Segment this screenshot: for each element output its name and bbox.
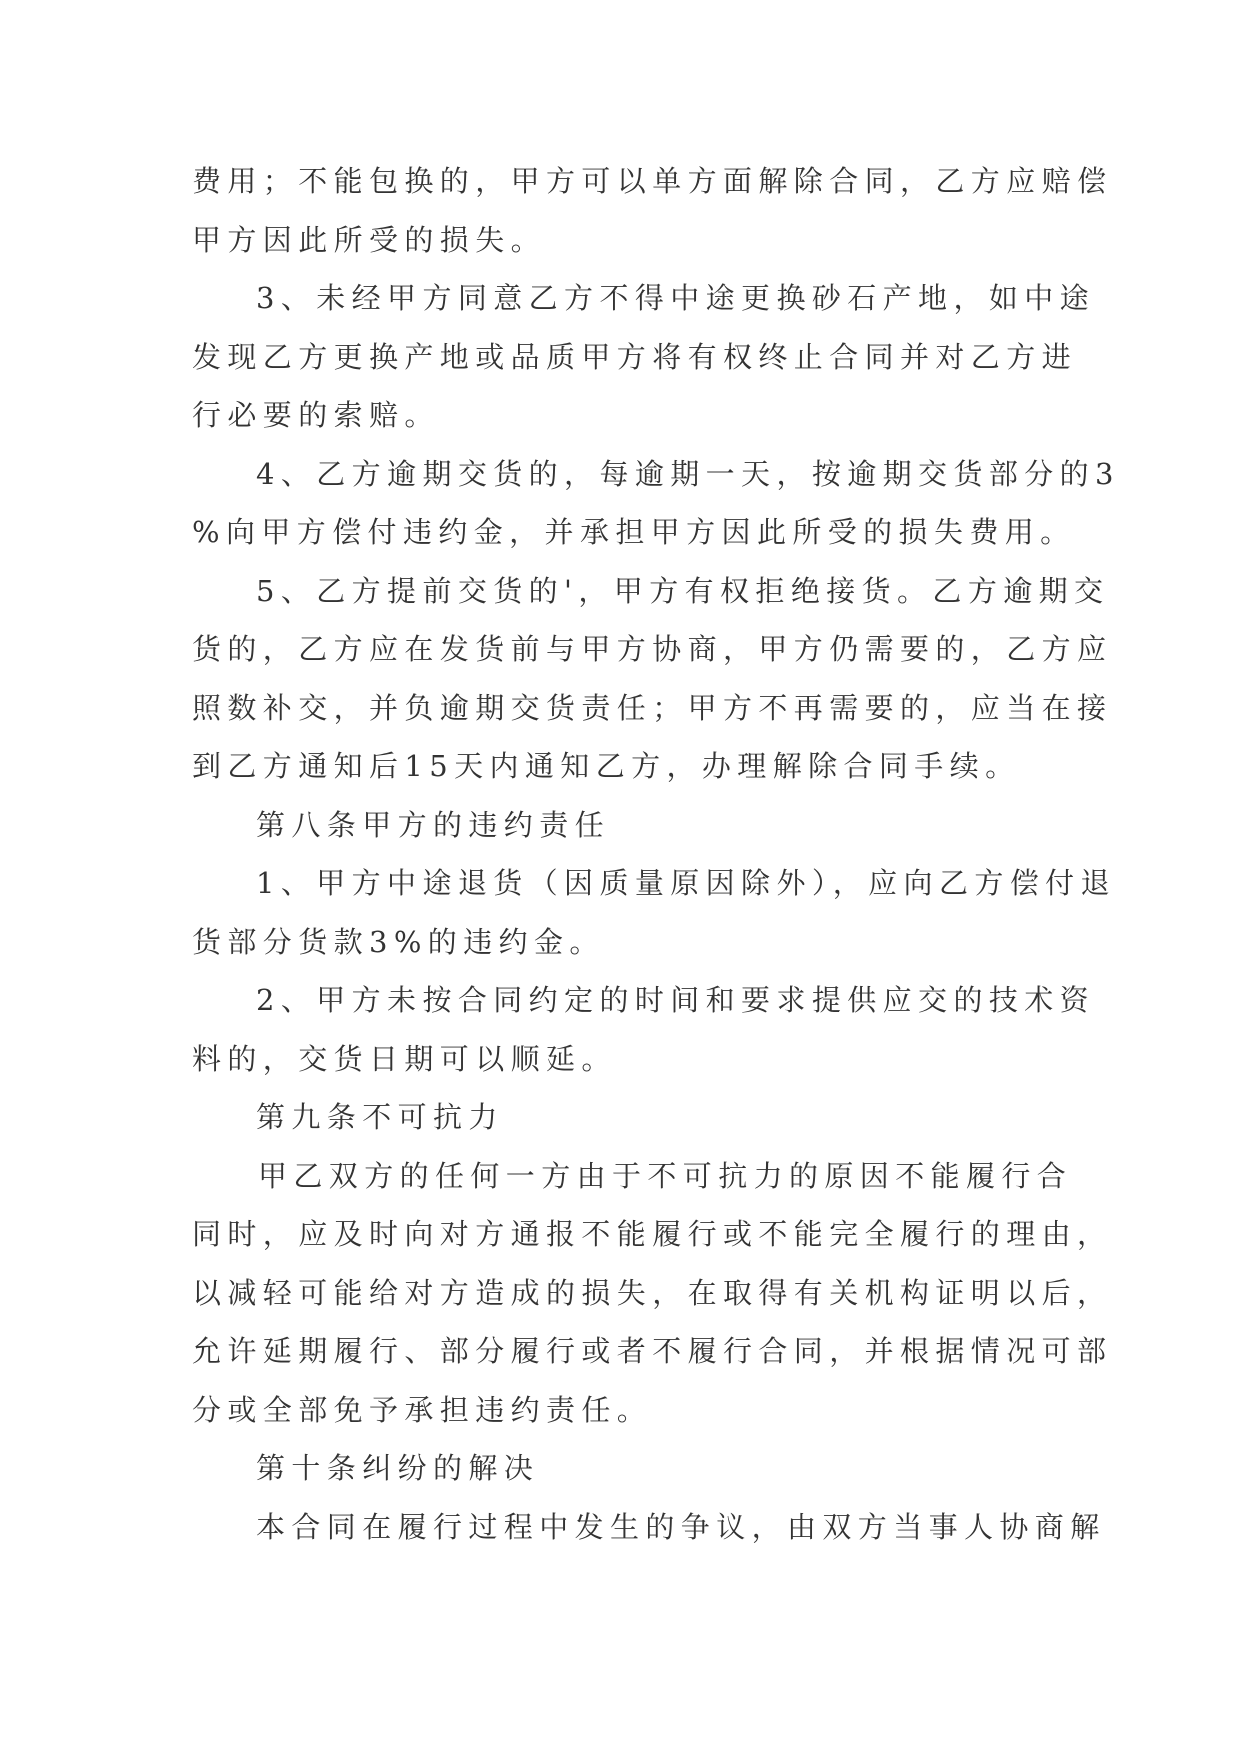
- text-line: 料的，交货日期可以顺延。: [192, 1041, 617, 1076]
- clause-item-4: 4、乙方逾期交货的，每逾期一天，按逾期交货部分的3: [256, 456, 1120, 491]
- text-line: %向甲方偿付违约金，并承担甲方因此所受的损失费用。: [192, 515, 1076, 549]
- document-body: [192, 152, 1120, 1556]
- text-line: 同时，应及时向对方通报不能履行或不能完全履行的理由，: [192, 1217, 1113, 1251]
- text-line: 货部分货款3%的违约金。: [192, 924, 605, 959]
- text-line: 甲方因此所受的损失。: [192, 222, 547, 257]
- section-heading-article-9: 第九条不可抗力: [256, 1100, 504, 1134]
- clause-item-1: 1、甲方中途退货（因质量原因除外），应向乙方偿付退: [256, 866, 1116, 900]
- text-line: 允许延期履行、部分履行或者不履行合同，并根据情况可部: [192, 1334, 1113, 1368]
- text-line: 以减轻可能给对方造成的损失，在取得有关机构证明以后，: [192, 1275, 1113, 1310]
- text-line: 行必要的索赔。: [192, 398, 440, 432]
- clause-item-5: 5、乙方提前交货的'，甲方有权拒绝接货。乙方逾期交: [256, 573, 1110, 608]
- text-line: 照数补交，并负逾期交货责任；甲方不再需要的，应当在接: [192, 690, 1113, 725]
- text-line: 费用；不能包换的，甲方可以单方面解除合同，乙方应赔偿: [192, 164, 1113, 198]
- text-line: 分或全部免予承担违约责任。: [192, 1392, 653, 1427]
- paragraph-dispute: 本合同在履行过程中发生的争议，由双方当事人协商解: [256, 1509, 1106, 1544]
- section-heading-article-8: 第八条甲方的违约责任: [256, 807, 611, 842]
- text-line: 货的，乙方应在发货前与甲方协商，甲方仍需要的，乙方应: [192, 632, 1113, 666]
- text-line: 发现乙方更换产地或品质甲方将有权终止合同并对乙方进: [192, 339, 1078, 374]
- clause-item-2: 2、甲方未按合同约定的时间和要求提供应交的技术资: [256, 983, 1096, 1017]
- section-heading-article-10: 第十条纠纷的解决: [256, 1451, 540, 1485]
- paragraph-force-majeure: 甲乙双方的任何一方由于不可抗力的原因不能履行合: [258, 1158, 1073, 1193]
- text-line: 到乙方通知后15天内通知乙方，办理解除合同手续。: [192, 749, 1021, 783]
- clause-item-3: 3、未经甲方同意乙方不得中途更换砂石产地，如中途: [256, 281, 1096, 315]
